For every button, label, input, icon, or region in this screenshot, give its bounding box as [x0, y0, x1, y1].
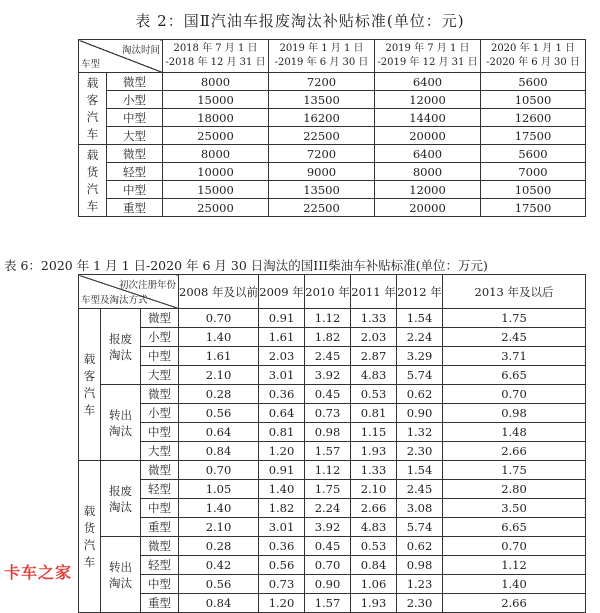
subsidy-value: 1.06: [351, 575, 397, 594]
table-row: [79, 366, 586, 385]
subsidy-value: 22500: [269, 199, 375, 217]
subsidy-value: 0.84: [179, 594, 259, 613]
vehicle-type: 小型: [107, 91, 163, 109]
year-header: 2012 年: [397, 275, 443, 309]
vehicle-type: 微型: [141, 461, 179, 480]
subsidy-value: 1.20: [259, 594, 305, 613]
group-char: 客: [83, 368, 96, 383]
vehicle-type: 轻型: [141, 556, 179, 575]
subsidy-value: 5.74: [397, 366, 443, 385]
subsidy-value: 6.65: [443, 366, 586, 385]
subsidy-value: 0.64: [179, 423, 259, 442]
subsidy-value: 0.70: [443, 385, 586, 404]
subsidy-value: 10500: [481, 181, 586, 199]
corner-header: [79, 40, 163, 73]
subsidy-value: 1.05: [179, 480, 259, 499]
subsidy-value: 18000: [163, 109, 269, 127]
subsidy-value: 1.61: [179, 347, 259, 366]
subsidy-value: 22500: [269, 127, 375, 145]
subsidy-value: 0.36: [259, 537, 305, 556]
year-header: 2013 年及以后: [443, 275, 586, 309]
subsidy-value: 1.82: [259, 499, 305, 518]
corner-bottom-label: 车型: [81, 59, 101, 70]
period-line: 2019 年 1 月 1 日: [279, 43, 364, 54]
subsidy-value: 0.28: [179, 537, 259, 556]
method-label: [101, 309, 141, 385]
subsidy-value: 3.08: [397, 499, 443, 518]
table-row: [79, 518, 586, 537]
subsidy-value: 1.12: [305, 309, 351, 328]
subsidy-value: 0.84: [179, 442, 259, 461]
vehicle-type: 大型: [141, 366, 179, 385]
subsidy-value: 1.57: [305, 594, 351, 613]
table-row: [79, 480, 586, 499]
corner-header: [79, 275, 179, 309]
subsidy-value: 1.54: [397, 309, 443, 328]
period-header: [375, 40, 481, 73]
subsidy-value: 7200: [269, 73, 375, 91]
subsidy-value: 1.20: [259, 442, 305, 461]
subsidy-value: 2.30: [397, 442, 443, 461]
table-row: [79, 461, 586, 480]
vehicle-type: 中型: [107, 181, 163, 199]
vehicle-type: 微型: [141, 309, 179, 328]
corner-bottom-label: 车型及淘汰方式: [81, 295, 148, 306]
subsidy-value: 8000: [163, 73, 269, 91]
period-header: [163, 40, 269, 73]
group-char: 汽: [86, 181, 99, 196]
subsidy-value: 1.12: [305, 461, 351, 480]
subsidy-value: 3.29: [397, 347, 443, 366]
group-char: 载: [83, 503, 96, 518]
method-line: 淘汰: [109, 423, 132, 438]
subsidy-value: 1.82: [305, 328, 351, 347]
group-label: [79, 461, 101, 613]
subsidy-value: 10000: [163, 163, 269, 181]
subsidy-value: 5.74: [397, 518, 443, 537]
method-line: 淘汰: [109, 499, 132, 514]
subsidy-value: 0.62: [397, 537, 443, 556]
subsidy-value: 0.70: [179, 309, 259, 328]
subsidy-value: 2.66: [443, 594, 586, 613]
group-char: 载: [86, 75, 99, 90]
subsidy-value: 0.73: [259, 575, 305, 594]
subsidy-value: 17500: [481, 127, 586, 145]
method-line: 报废: [109, 483, 132, 498]
table1-title: 表 2：国Ⅱ汽油车报废淘汰补贴标准(单位：元): [135, 12, 465, 30]
subsidy-value: 3.01: [259, 366, 305, 385]
group-label: [79, 145, 107, 217]
period-line: -2018 年 12 月 31 日: [165, 57, 266, 68]
gasoline-subsidy-table: [78, 39, 586, 217]
vehicle-type: 微型: [141, 385, 179, 404]
group-char: 汽: [83, 537, 96, 552]
method-line: 转出: [109, 407, 132, 422]
subsidy-value: 2.30: [397, 594, 443, 613]
subsidy-value: 1.93: [351, 594, 397, 613]
subsidy-value: 1.33: [351, 461, 397, 480]
table-row: [79, 91, 586, 109]
subsidy-value: 6400: [375, 145, 481, 163]
table-row: [79, 442, 586, 461]
subsidy-value: 0.53: [351, 385, 397, 404]
group-char: 车: [83, 402, 96, 417]
subsidy-value: 2.87: [351, 347, 397, 366]
subsidy-value: 0.98: [305, 423, 351, 442]
subsidy-value: 0.64: [259, 404, 305, 423]
subsidy-value: 8000: [375, 163, 481, 181]
table-row: [79, 499, 586, 518]
subsidy-value: 1.61: [259, 328, 305, 347]
subsidy-value: 0.91: [259, 309, 305, 328]
subsidy-value: 1.75: [443, 461, 586, 480]
subsidy-value: 1.33: [351, 309, 397, 328]
table-row: [79, 385, 586, 404]
subsidy-value: 25000: [163, 127, 269, 145]
subsidy-value: 2.10: [351, 480, 397, 499]
subsidy-value: 0.98: [397, 556, 443, 575]
subsidy-value: 0.70: [443, 537, 586, 556]
subsidy-value: 0.90: [397, 404, 443, 423]
period-line: 2020 年 1 月 1 日: [490, 43, 576, 54]
period-line: -2019 年 12 月 31 日: [377, 57, 478, 68]
subsidy-value: 15000: [163, 91, 269, 109]
vehicle-type: 重型: [141, 518, 179, 537]
subsidy-value: 2.10: [179, 366, 259, 385]
group-label: [79, 309, 101, 461]
group-char: 车: [83, 554, 96, 569]
vehicle-type: 大型: [141, 442, 179, 461]
table-row: [79, 163, 586, 181]
subsidy-value: 0.81: [259, 423, 305, 442]
subsidy-value: 0.84: [351, 556, 397, 575]
vehicle-type: 轻型: [107, 163, 163, 181]
group-char: 汽: [83, 385, 96, 400]
method-line: 淘汰: [109, 347, 132, 362]
table-row: [79, 181, 586, 199]
subsidy-value: 0.56: [259, 556, 305, 575]
subsidy-value: 4.83: [351, 366, 397, 385]
subsidy-value: 2.66: [443, 442, 586, 461]
subsidy-value: 1.57: [305, 442, 351, 461]
subsidy-value: 2.66: [351, 499, 397, 518]
subsidy-value: 16200: [269, 109, 375, 127]
vehicle-type: 中型: [141, 499, 179, 518]
subsidy-value: 1.40: [259, 480, 305, 499]
subsidy-value: 2.45: [397, 480, 443, 499]
vehicle-type: 小型: [141, 328, 179, 347]
diesel-subsidy-table: [78, 274, 586, 613]
group-char: 车: [86, 126, 99, 141]
method-label: [101, 385, 141, 461]
subsidy-value: 7000: [481, 163, 586, 181]
subsidy-value: 1.32: [397, 423, 443, 442]
subsidy-value: 3.01: [259, 518, 305, 537]
period-header: [269, 40, 375, 73]
subsidy-value: 1.23: [397, 575, 443, 594]
period-line: 2018 年 7 月 1 日: [173, 43, 258, 54]
subsidy-value: 6400: [375, 73, 481, 91]
table-row: [79, 328, 586, 347]
subsidy-value: 1.75: [305, 480, 351, 499]
table-row: [79, 404, 586, 423]
subsidy-value: 0.98: [443, 404, 586, 423]
subsidy-value: 3.71: [443, 347, 586, 366]
group-char: 载: [86, 147, 99, 162]
subsidy-value: 2.45: [305, 347, 351, 366]
subsidy-value: 2.45: [443, 328, 586, 347]
vehicle-type: 中型: [107, 109, 163, 127]
subsidy-value: 8000: [163, 145, 269, 163]
method-line: 淘汰: [109, 575, 132, 590]
group-char: 货: [86, 164, 99, 179]
subsidy-value: 0.81: [351, 404, 397, 423]
subsidy-value: 0.45: [305, 385, 351, 404]
table2-title: 表 6：2020 年 1 月 1 日-2020 年 6 月 30 日淘汰的国III柴油车补贴标准(单位：万元): [4, 258, 488, 273]
year-header: 2009 年: [259, 275, 305, 309]
table-row: [79, 423, 586, 442]
vehicle-type: 轻型: [141, 480, 179, 499]
period-header: [481, 40, 586, 73]
subsidy-value: 2.03: [351, 328, 397, 347]
subsidy-value: 1.15: [351, 423, 397, 442]
subsidy-value: 12600: [481, 109, 586, 127]
subsidy-value: 7200: [269, 145, 375, 163]
table-row: [79, 199, 586, 217]
table-row: [79, 537, 586, 556]
header-row: [79, 40, 586, 73]
year-header: 2010 年: [305, 275, 351, 309]
subsidy-value: 14400: [375, 109, 481, 127]
year-header: 2008 年及以前: [179, 275, 259, 309]
subsidy-value: 1.93: [351, 442, 397, 461]
group-char: 货: [83, 520, 96, 535]
subsidy-value: 25000: [163, 199, 269, 217]
subsidy-value: 20000: [375, 127, 481, 145]
group-char: 车: [86, 198, 99, 213]
subsidy-value: 0.56: [179, 575, 259, 594]
subsidy-value: 0.73: [305, 404, 351, 423]
corner-top-label: 淘汰时间: [121, 45, 160, 56]
subsidy-value: 3.50: [443, 499, 586, 518]
subsidy-value: 2.24: [397, 328, 443, 347]
subsidy-value: 12000: [375, 91, 481, 109]
subsidy-value: 17500: [481, 199, 586, 217]
period-line: 2019 年 7 月 1 日: [385, 43, 470, 54]
vehicle-type: 大型: [107, 127, 163, 145]
subsidy-value: 9000: [269, 163, 375, 181]
subsidy-value: 0.45: [305, 537, 351, 556]
subsidy-value: 0.91: [259, 461, 305, 480]
subsidy-value: 0.36: [259, 385, 305, 404]
subsidy-value: 1.75: [443, 309, 586, 328]
method-label: [101, 461, 141, 537]
vehicle-type: 中型: [141, 575, 179, 594]
subsidy-value: 0.70: [179, 461, 259, 480]
group-char: 载: [83, 351, 96, 366]
subsidy-value: 3.92: [305, 366, 351, 385]
table-row: [79, 575, 586, 594]
subsidy-value: 1.12: [443, 556, 586, 575]
subsidy-value: 13500: [269, 91, 375, 109]
subsidy-value: 0.28: [179, 385, 259, 404]
vehicle-type: 微型: [107, 145, 163, 163]
watermark-logo: 卡车之家: [4, 563, 73, 582]
table-row: [79, 347, 586, 366]
period-line: -2019 年 6 月 30 日: [274, 57, 369, 68]
vehicle-type: 重型: [107, 199, 163, 217]
vehicle-type: 重型: [141, 594, 179, 613]
subsidy-value: 0.90: [305, 575, 351, 594]
table-row: [79, 556, 586, 575]
group-char: 客: [86, 92, 99, 107]
table-row: [79, 127, 586, 145]
subsidy-value: 15000: [163, 181, 269, 199]
subsidy-value: 3.92: [305, 518, 351, 537]
subsidy-value: 1.48: [443, 423, 586, 442]
subsidy-value: 0.42: [179, 556, 259, 575]
subsidy-value: 2.80: [443, 480, 586, 499]
group-label: [79, 73, 107, 145]
method-label: [101, 537, 141, 613]
table-row: [79, 73, 586, 91]
subsidy-value: 2.10: [179, 518, 259, 537]
vehicle-type: 中型: [141, 347, 179, 366]
vehicle-type: 微型: [107, 73, 163, 91]
subsidy-value: 2.24: [305, 499, 351, 518]
period-line: -2020 年 6 月 30 日: [486, 57, 580, 68]
vehicle-type: 中型: [141, 423, 179, 442]
subsidy-value: 5600: [481, 73, 586, 91]
subsidy-value: 1.40: [179, 328, 259, 347]
subsidy-value: 12000: [375, 181, 481, 199]
header-row: [79, 275, 586, 309]
subsidy-value: 20000: [375, 199, 481, 217]
subsidy-value: 0.53: [351, 537, 397, 556]
table-row: [79, 145, 586, 163]
subsidy-value: 0.56: [179, 404, 259, 423]
vehicle-type: 小型: [141, 404, 179, 423]
subsidy-value: 1.40: [179, 499, 259, 518]
vehicle-type: 微型: [141, 537, 179, 556]
subsidy-value: 0.62: [397, 385, 443, 404]
subsidy-value: 5600: [481, 145, 586, 163]
subsidy-value: 13500: [269, 181, 375, 199]
group-char: 汽: [86, 109, 99, 124]
subsidy-value: 6.65: [443, 518, 586, 537]
subsidy-value: 10500: [481, 91, 586, 109]
subsidy-value: 4.83: [351, 518, 397, 537]
table-row: [79, 109, 586, 127]
subsidy-value: 1.40: [443, 575, 586, 594]
subsidy-value: 0.70: [305, 556, 351, 575]
subsidy-value: 1.54: [397, 461, 443, 480]
year-header: 2011 年: [351, 275, 397, 309]
table-row: [79, 309, 586, 328]
subsidy-value: 2.03: [259, 347, 305, 366]
method-line: 报废: [109, 331, 132, 346]
table-row: [79, 594, 586, 613]
method-line: 转出: [109, 559, 132, 574]
corner-top-label: 初次注册年份: [119, 280, 177, 291]
